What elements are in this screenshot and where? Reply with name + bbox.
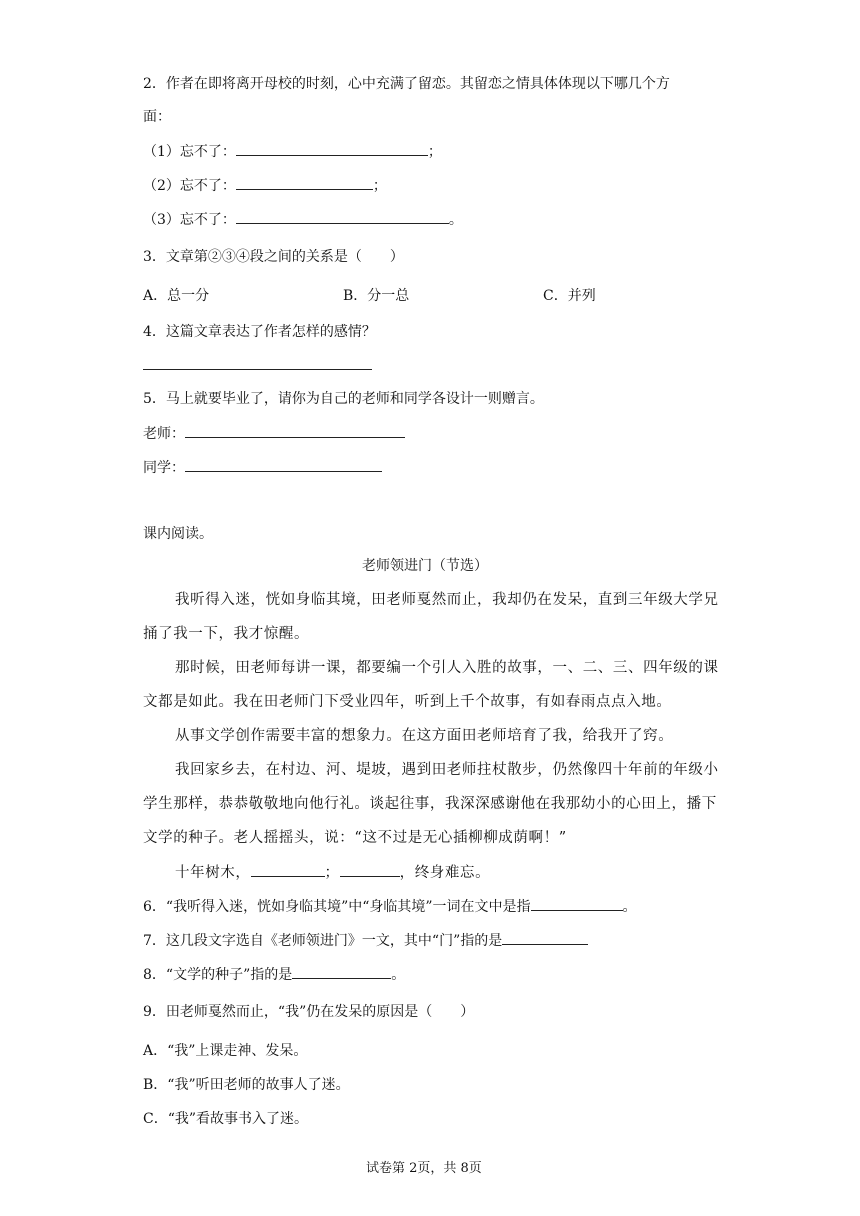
passage-line: 文学的种子。老人摇摇头，说：“这不过是无心插柳柳成荫啊！” [143,830,567,846]
q9-option-a[interactable]: A．“我”上课走神、发呆。 [143,1043,308,1059]
q6-end: 。 [622,899,637,915]
q6-stem: 6．“我听得入迷，恍如身临其境”中“身临其境”一词在文中是指 [143,899,531,915]
q3-option-a[interactable]: A．总一分 [143,288,210,304]
q6-line [143,896,637,917]
q8-stem: 8．“文学的种子”指的是 [143,967,293,983]
answer-blank[interactable] [236,175,373,190]
fill-mid: ； [324,865,340,881]
q9-option-b[interactable]: B．“我”听田老师的故事人了迷。 [143,1077,350,1093]
q2-item-2-label: （2）忘不了： [143,178,236,194]
answer-blank[interactable] [340,862,400,877]
q2-item-2-end: ； [372,178,387,194]
q5-classmate-label: 同学： [143,460,185,476]
q2-item-1-end: ； [427,144,442,160]
answer-blank[interactable] [185,423,405,438]
q9-stem: 9．田老师戛然而止，“我”仍在发呆的原因是（ ） [143,1004,475,1020]
q9-option-c[interactable]: C．“我”看故事书入了迷。 [143,1111,309,1127]
q7-line [143,930,588,951]
q3-stem: 3．文章第②③④段之间的关系是（ ） [143,249,404,265]
q5-stem: 5．马上就要毕业了，请你为自己的老师和同学各设计一则赠言。 [143,391,544,407]
q5-teacher-line [143,423,405,444]
fill-start: 十年树木， [175,865,251,881]
answer-blank[interactable] [236,141,428,156]
q2-item-1-label: （1）忘不了： [143,144,236,160]
q2-stem-line1: 2．作者在即将离开母校的时刻，心中充满了留恋。其留恋之情具体体现以下哪几个方 [143,76,670,92]
q2-stem-line2: 面： [143,109,171,125]
page-footer: 试卷第 2页，共 8页 [366,1161,482,1176]
answer-blank[interactable] [292,964,391,979]
section-heading: 课内阅读。 [143,526,213,542]
answer-blank[interactable] [185,457,382,472]
q5-classmate-line [143,457,382,478]
passage-line: 我听得入迷，恍如身临其境，田老师戛然而止，我却仍在发呆，直到三年级大学兄 [175,592,719,608]
passage-line: 捅了我一下，我才惊醒。 [143,626,310,642]
passage-line: 文都是如此。我在田老师门下受业四年，听到上千个故事，有如春雨点点入地。 [143,694,672,710]
answer-blank[interactable] [236,209,449,224]
q2-item-2 [143,175,387,196]
q2-item-3 [143,209,463,230]
q3-option-c[interactable]: C．并列 [543,288,596,304]
q4-answer-line [143,355,372,376]
q5-teacher-label: 老师： [143,426,185,442]
passage-title: 老师领进门（节选） [362,558,488,574]
q8-line [143,964,405,985]
passage-line: 我回家乡去，在村边、河、堤坡，遇到田老师拄杖散步，仍然像四十年前的年级小 [175,762,719,778]
answer-blank[interactable] [251,862,325,877]
q3-option-b[interactable]: B．分一总 [343,288,410,304]
q7-stem: 7．这几段文字选自《老师领进门》一文，其中“门”指的是 [143,933,503,949]
passage-line: 学生那样，恭恭敬敬地向他行礼。谈起往事，我深深感谢他在我那幼小的心田上，播下 [143,796,717,812]
answer-blank[interactable] [531,896,623,911]
fill-end: ，终身难忘。 [399,865,491,881]
q2-item-3-label: （3）忘不了： [143,212,236,228]
answer-blank[interactable] [502,930,588,945]
q2-item-3-end: 。 [448,212,463,228]
passage-line: 那时候，田老师每讲一课，都要编一个引人入胜的故事，一、二、三、四年级的课 [175,660,719,676]
q2-item-1 [143,141,442,162]
answer-blank[interactable] [143,355,372,370]
q8-end: 。 [391,967,406,983]
passage-fill-line [175,862,490,883]
q4-stem: 4．这篇文章表达了作者怎样的感情？ [143,324,376,340]
passage-line: 从事文学创作需要丰富的想象力。在这方面田老师培育了我，给我开了窍。 [175,728,674,744]
